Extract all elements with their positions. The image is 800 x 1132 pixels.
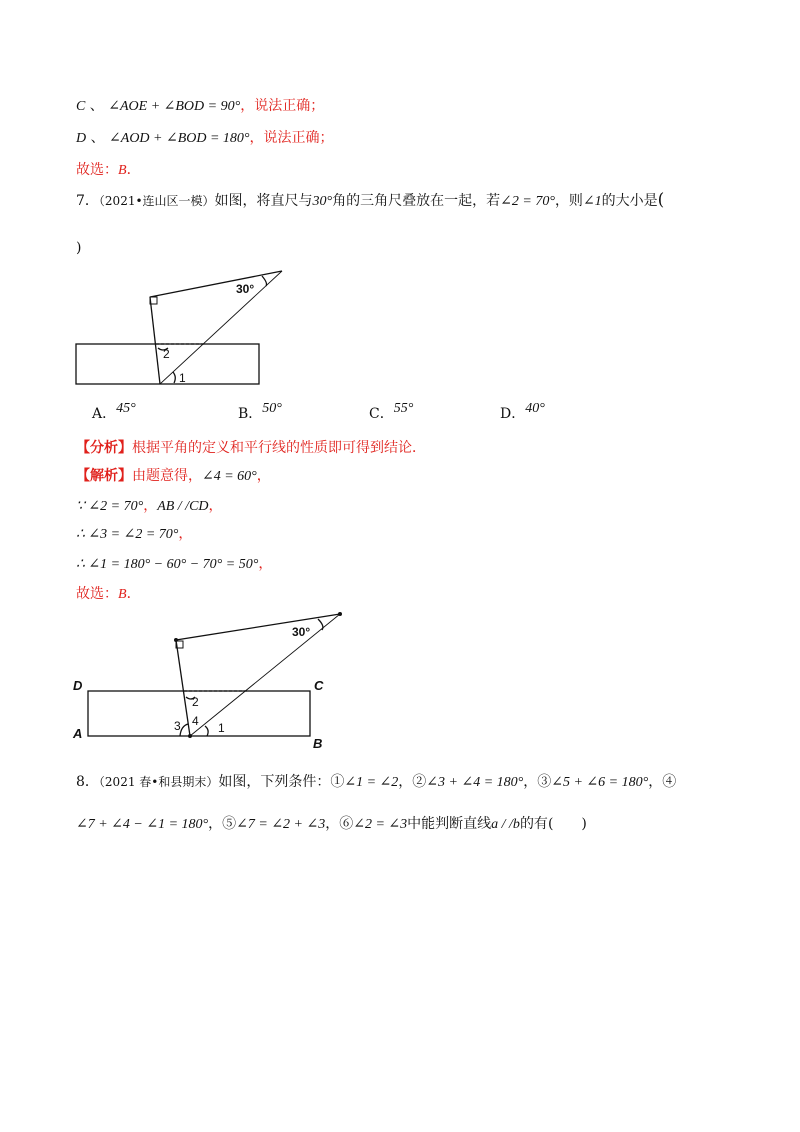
label-angle-2: 2 <box>163 347 170 361</box>
separator: ，⑤ <box>208 816 237 832</box>
option-a <box>92 401 136 425</box>
step-1-line <box>76 496 223 517</box>
vertex-dot <box>338 612 342 616</box>
solution-tag: 【解析】 <box>76 468 132 484</box>
stem-text: ，则 <box>554 193 583 209</box>
option-label: C <box>76 99 86 114</box>
math-expression: ∠AOD + ∠BOD = 180° <box>109 131 250 146</box>
question-number: 7． <box>76 193 99 209</box>
punctuation: ， <box>208 498 223 514</box>
condition-1: ∠1 = ∠2 <box>344 775 399 790</box>
triangle-hypotenuse-2 <box>190 614 340 736</box>
label-point-d: D <box>73 678 83 693</box>
option-value: 55° <box>393 401 414 416</box>
vertex-dot <box>174 638 178 642</box>
angle-arc-1 <box>173 372 175 383</box>
solution-text: 由题意得， <box>132 468 202 484</box>
punctuation: ， <box>178 526 193 542</box>
separator: ，⑥ <box>325 816 354 832</box>
math-expression: ∴ ∠1 = 180° − 60° − 70° = 50° <box>76 557 259 572</box>
option-c <box>369 401 414 425</box>
math-expression: 30° <box>312 194 333 209</box>
question-source: （2021 春•和县期末） <box>98 775 219 789</box>
condition-5: ∠7 = ∠2 + ∠3 <box>236 817 326 832</box>
punctuation: ， <box>143 498 158 514</box>
condition-6: ∠2 = ∠3 <box>353 817 408 832</box>
solution-line <box>76 466 271 487</box>
analysis-line <box>76 438 426 458</box>
option-value: 40° <box>525 401 545 416</box>
math-expression: AB / /CD <box>157 499 209 514</box>
condition-4: ∠7 + ∠4 − ∠1 = 180° <box>76 817 209 832</box>
option-d <box>500 401 545 425</box>
punctuation: ， <box>256 468 271 484</box>
question-8-stem-line-2 <box>76 814 587 835</box>
answer-bracket: ( ) <box>547 816 587 832</box>
option-value: 45° <box>116 401 136 416</box>
label-point-a: A <box>73 726 83 741</box>
stem-text: 中能判断直线 <box>407 816 492 832</box>
punctuation: ， <box>258 556 273 572</box>
label-angle-1: 1 <box>179 371 186 385</box>
label-angle-3: 3 <box>174 719 181 733</box>
separator: ，④ <box>648 774 677 790</box>
angle-arc-30-2 <box>318 619 323 630</box>
option-value: 50° <box>262 401 282 416</box>
separator: 、 <box>89 98 104 114</box>
label-angle-1-2: 1 <box>218 721 225 735</box>
option-label: D． <box>500 406 526 422</box>
answer-suffix: ． <box>126 586 141 602</box>
separator: 、 <box>90 130 105 146</box>
question-source: （2021•连山区一模） <box>98 194 215 208</box>
question-8-stem-line-1 <box>76 772 676 793</box>
label-angle-30: 30° <box>236 282 255 296</box>
stem-text: 如图，将直尺与 <box>214 193 313 209</box>
separator: ，② <box>398 774 427 790</box>
math-expression: a / /b <box>491 817 520 832</box>
answer-value: B <box>118 163 127 178</box>
question-number: 8． <box>76 774 99 790</box>
answer-line-7 <box>76 584 141 605</box>
option-label: B． <box>238 406 263 422</box>
stem-text: 角的三角尺叠放在一起，若 <box>332 193 501 209</box>
note-text: ，说法正确； <box>240 98 325 114</box>
bracket-close: ) <box>76 240 82 256</box>
math-expression: ∠2 = 70° <box>500 194 555 209</box>
separator: ，③ <box>523 774 552 790</box>
triangle-top-edge-2 <box>176 614 340 640</box>
angle-arc-1-2 <box>205 726 208 736</box>
stem-text: 的大小是 <box>601 193 658 209</box>
label-angle-30-2: 30° <box>292 625 311 639</box>
triangle-left-edge <box>150 297 160 384</box>
stem-text: 如图，下列条件：① <box>218 774 345 790</box>
math-expression: ∠AOE + ∠BOD = 90° <box>108 99 241 114</box>
option-b <box>238 401 282 425</box>
option-label: D <box>76 131 87 146</box>
triangle-hypotenuse <box>160 271 282 384</box>
math-expression: ∠4 = 60° <box>202 469 257 484</box>
analysis-tag: 【分析】 <box>76 440 132 456</box>
answer-value: B <box>118 587 127 602</box>
stem-text: 的有 <box>519 816 548 832</box>
label-point-b: B <box>313 736 323 751</box>
math-expression: ∠1 <box>582 194 602 209</box>
label-angle-4: 4 <box>192 714 199 728</box>
label-angle-2-2: 2 <box>192 695 199 709</box>
condition-3: ∠5 + ∠6 = 180° <box>551 775 649 790</box>
bracket-open: ( <box>657 190 665 210</box>
condition-2: ∠3 + ∠4 = 180° <box>426 775 524 790</box>
step-2-line <box>76 524 192 545</box>
math-expression: ∴ ∠3 = ∠2 = 70° <box>76 527 179 542</box>
angle-arc-3 <box>180 724 188 736</box>
angle-arc-30 <box>262 276 267 286</box>
option-label: A． <box>92 406 117 422</box>
answer-prefix: 故选： <box>76 162 118 178</box>
answer-prefix: 故选： <box>76 586 118 602</box>
label-point-c: C <box>314 678 324 693</box>
option-label: C． <box>369 406 394 422</box>
math-expression: ∵ ∠2 = 70° <box>76 499 144 514</box>
triangle-top-edge <box>150 271 282 297</box>
answer-suffix: ． <box>126 162 141 178</box>
vertex-dot <box>188 734 192 738</box>
step-3-line <box>76 554 272 575</box>
note-text: ，说法正确； <box>249 130 334 146</box>
analysis-text: 根据平角的定义和平行线的性质即可得到结论． <box>132 440 426 456</box>
